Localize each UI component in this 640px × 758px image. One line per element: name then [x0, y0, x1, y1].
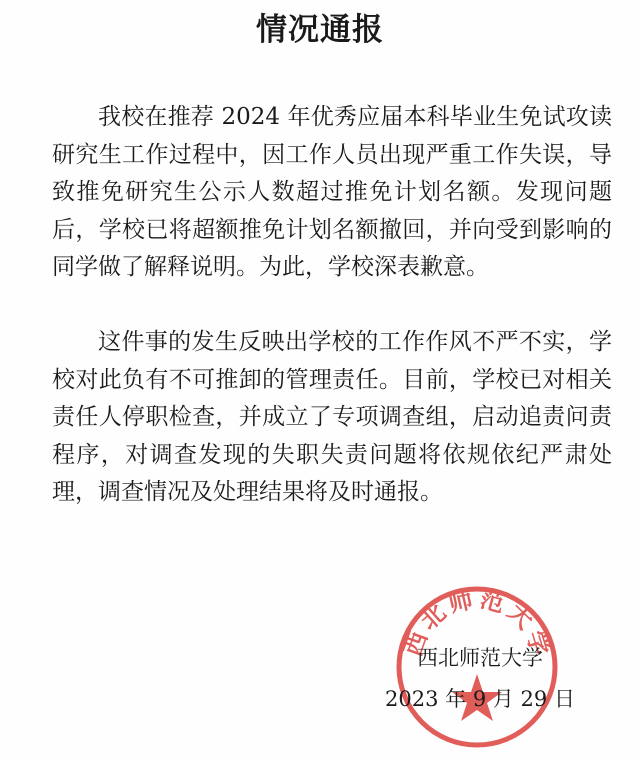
signature-organization: 西北师范大学	[417, 646, 543, 670]
document-title: 情况通报	[256, 12, 384, 48]
signature-date: 2023 年 9 月 29 日	[385, 687, 575, 711]
seal-text: 西北师范大学	[397, 583, 557, 663]
paragraph-apology: 我校在推荐 2024 年优秀应届本科毕业生免试攻读研究生工作过程中，因工作人员出现严重工作失误，导致推免研究生公示人数超过推免计划名额。发现问题后，学校已将超额推免计划名额撤回，并向受到影响的同学做了解释说明。为此，学校深表歉意。	[52, 104, 612, 280]
paragraph-accountability: 这件事的发生反映出学校的工作作风不严不实，学校对此负有不可推卸的管理责任。目前，学校已对相关责任人停职检查，并成立了专项调查组，启动追责问责程序，对调查发现的失职失责问题将依规依纪严肃处理，调查情况及处理结果将及时通报。	[52, 329, 612, 505]
